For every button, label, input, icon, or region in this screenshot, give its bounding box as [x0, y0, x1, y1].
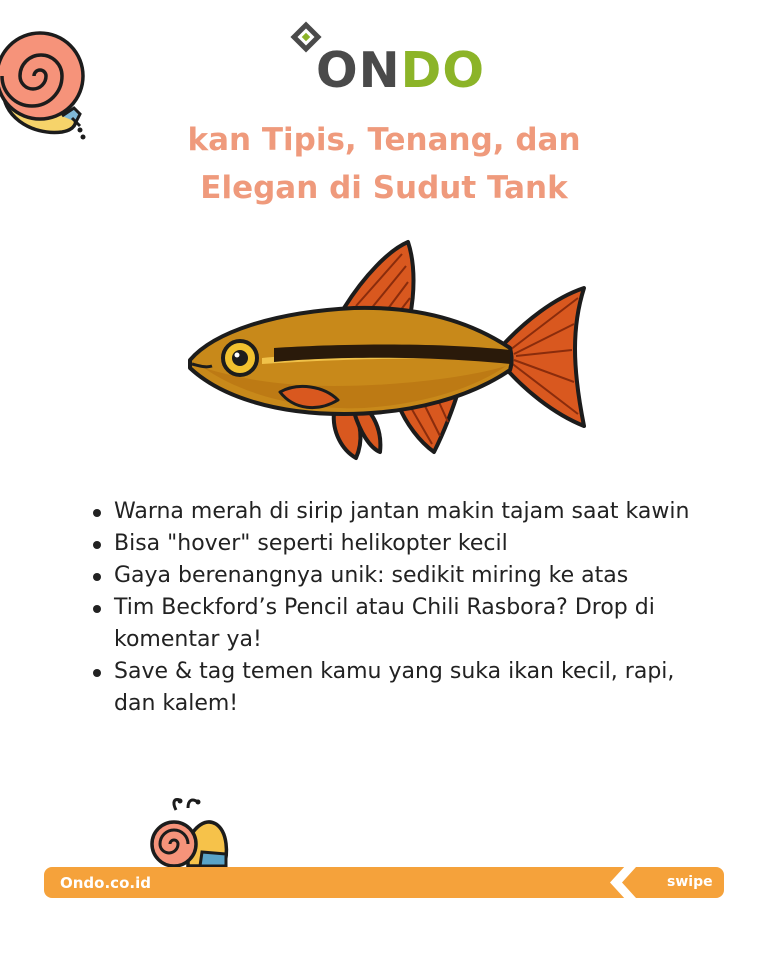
logo-text-on: ON — [316, 42, 401, 99]
list-item: Save & tag temen kamu yang suka ikan kecil, rapi, dan kalem! — [84, 656, 694, 720]
snail-icon — [144, 796, 230, 868]
title-line-2: Elegan di Sudut Tank — [200, 170, 568, 206]
brand-logo — [286, 20, 486, 100]
snail-icon — [0, 18, 92, 140]
title-line-1: kan Tipis, Tenang, dan — [187, 122, 581, 158]
facts-list — [84, 496, 694, 720]
list-item: Tim Beckford’s Pencil atau Chili Rasbora? Drop di komentar ya! — [84, 592, 694, 656]
list-item: Bisa "hover" seperti helikopter kecil — [84, 528, 694, 560]
swipe-button[interactable]: swipe — [667, 874, 713, 890]
logo-wordmark — [316, 42, 486, 99]
page-title — [84, 116, 684, 212]
list-item: Gaya berenangnya unik: sedikit miring ke atas — [84, 560, 694, 592]
logo-text-do: DO — [400, 42, 486, 99]
fish-illustration — [184, 236, 592, 464]
chevron-left-icon — [604, 865, 654, 900]
footer-site-link[interactable]: Ondo.co.id — [60, 874, 151, 892]
list-item: Warna merah di sirip jantan makin tajam saat kawin — [84, 496, 694, 528]
